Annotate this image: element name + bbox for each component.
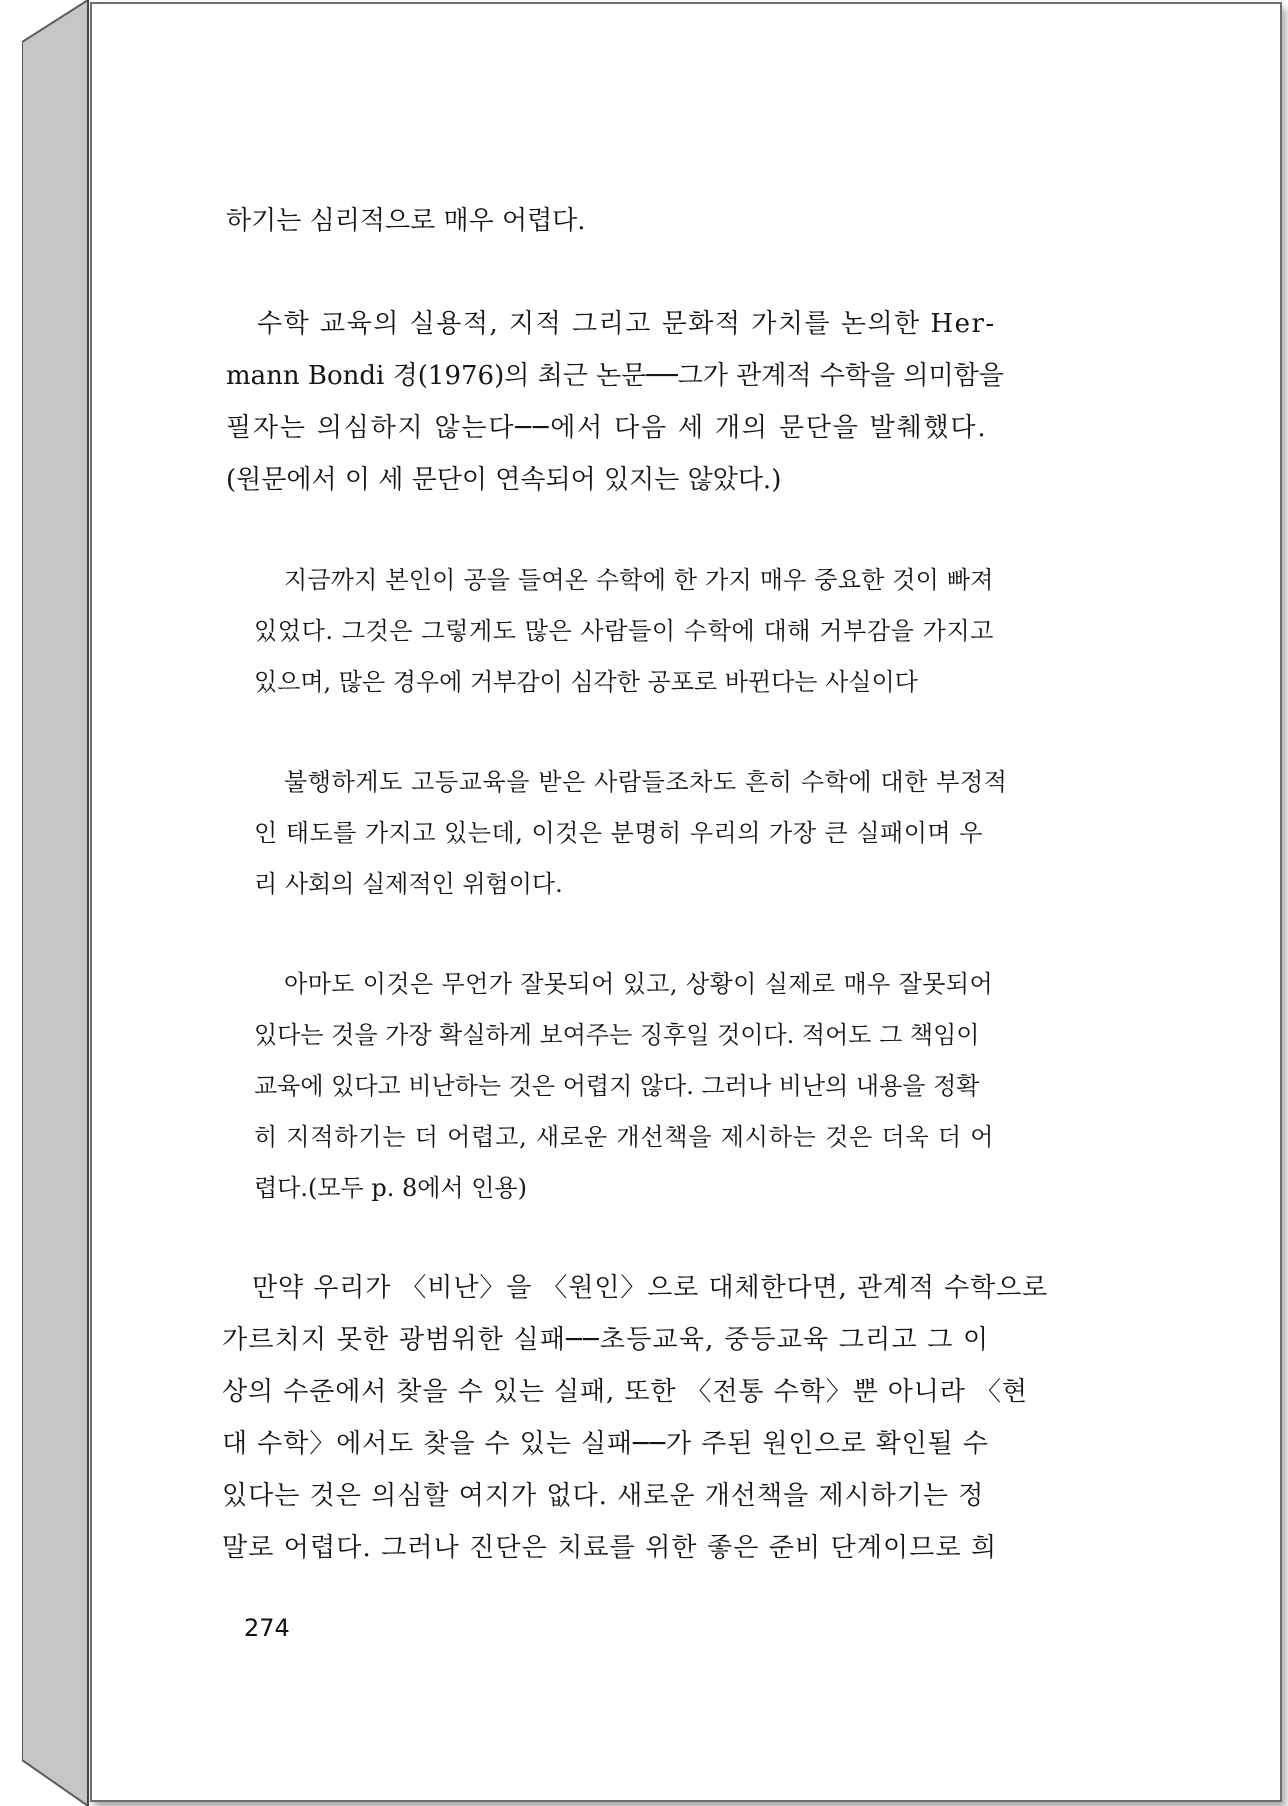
quote-line: 아마도 이것은 무언가 잘못되어 있고, 상황이 실제로 매우 잘못되어 [284,970,994,998]
quote-line: 지금까지 본인이 공을 들여온 수학에 한 가지 매우 중요한 것이 빠져 [284,566,994,594]
quote-line: 리 사회의 실제적인 위험이다. [254,870,563,898]
page-number: 274 [244,1614,290,1642]
paragraph-line: mann Bondi 경(1976)의 최근 논문──그가 관계적 수학을 의미함을 [226,361,1004,391]
quote-line: 렵다.(모두 p. 8에서 인용) [254,1174,527,1202]
quote-line: 있으며, 많은 경우에 거부감이 심각한 공포로 바뀐다는 사실이다 [254,668,918,696]
paragraph-line: 만약 우리가 〈비난〉을 〈원인〉으로 대체한다면, 관계적 수학으로 [252,1273,1049,1303]
paragraph-line: 하기는 심리적으로 매우 어렵다. [226,206,586,236]
paragraph-line: 있다는 것은 의심할 여지가 없다. 새로운 개선책을 제시하기는 정 [222,1481,985,1511]
paragraph-line: 필자는 의심하지 않는다──에서 다음 세 개의 문단을 발췌했다. [226,413,988,443]
book-spine [22,0,92,1806]
paragraph-line: 상의 수준에서 찾을 수 있는 실패, 또한 〈전통 수학〉뿐 아니라 〈현 [222,1377,1028,1407]
quote-line: 교육에 있다고 비난하는 것은 어렵지 않다. 그러나 비난의 내용을 정확 [254,1072,980,1100]
paragraph-line: 가르치지 못한 광범위한 실패──초등교육, 중등교육 그리고 그 이 [222,1325,990,1355]
paragraph-line: 수학 교육의 실용적, 지적 그리고 문화적 가치를 논의한 Her- [257,309,996,339]
quote-line: 불행하게도 고등교육을 받은 사람들조차도 흔히 수학에 대한 부정적 [284,768,1008,796]
paragraph-line: 대 수학〉에서도 찾을 수 있는 실패──가 주된 원인으로 확인될 수 [222,1429,989,1459]
paragraph-line: (원문에서 이 세 문단이 연속되어 있지는 않았다.) [226,465,782,495]
quote-line: 있다는 것을 가장 확실하게 보여주는 징후일 것이다. 적어도 그 책임이 [254,1021,980,1049]
quote-line: 히 지적하기는 더 어렵고, 새로운 개선책을 제시하는 것은 더욱 더 어 [254,1123,995,1151]
quote-line: 있었다. 그것은 그렇게도 많은 사람들이 수학에 대해 거부감을 가지고 [254,617,995,645]
quote-line: 인 태도를 가지고 있는데, 이것은 분명히 우리의 가장 큰 실패이며 우 [254,819,983,847]
paragraph-line: 말로 어렵다. 그러나 진단은 치료를 위한 좋은 준비 단계이므로 희 [222,1533,998,1563]
